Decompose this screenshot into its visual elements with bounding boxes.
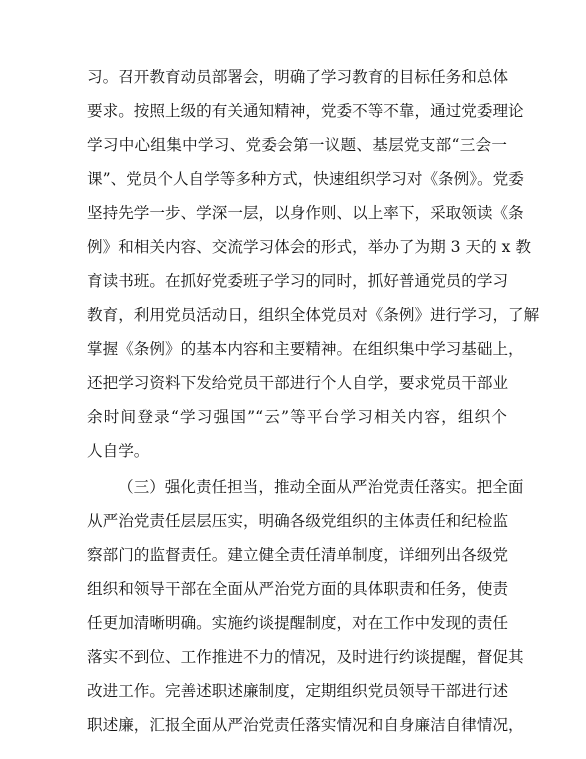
paragraph-line: 坚持先学一步、学深一层，以身作则、以上率下，采取领读《条 (87, 204, 524, 222)
paragraph-line: 从严治党责任层层压实，明确各级党组织的主体责任和纪检监 (87, 512, 509, 530)
section-heading-line: （三）强化责任担当，推动全面从严治党责任落实。把全面 (118, 478, 524, 496)
paragraph-line: 例》和相关内容、交流学习体会的形式，举办了为期 3 天的 x 教 (87, 238, 531, 256)
paragraph-line: 察部门的监督责任。建立健全责任清单制度，详细列出各级党 (87, 546, 509, 564)
paragraph-line: 任更加清晰明确。实施约谈提醒制度，对在工作中发现的责任 (87, 614, 509, 632)
paragraph-line: 学习中心组集中学习、党委会第一议题、基层党支部“三会一 (87, 136, 507, 154)
paragraph-line: 组织和领导干部在全面从严治党方面的具体职责和任务，使责 (87, 580, 509, 598)
paragraph-line: 育读书班。在抓好党委班子学习的同时，抓好普通党员的学习 (87, 272, 509, 290)
paragraph-line: 习。召开教育动员部署会，明确了学习教育的目标任务和总体 (87, 68, 509, 86)
paragraph-line: 掌握《条例》的基本内容和主要精神。在组织集中学习基础上， (87, 340, 524, 358)
paragraph-line: 人自学。 (87, 442, 150, 460)
paragraph-line: 余时间登录“学习强国”“云”等平台学习相关内容，组织个 (87, 408, 507, 426)
paragraph-line: 落实不到位、工作推进不力的情况，及时进行约谈提醒，督促其 (87, 648, 524, 666)
paragraph-line: 教育，利用党员活动日，组织全体党员对《条例》进行学习，了解 (87, 306, 540, 324)
paragraph-line: 要求。按照上级的有关通知精神，党委不等不靠，通过党委理论 (87, 102, 524, 120)
paragraph-line: 改进工作。完善述职述廉制度，定期组织党员领导干部进行述 (87, 682, 509, 700)
paragraph-line: 职述廉，汇报全面从严治党责任落实情况和自身廉洁自律情况， (87, 716, 524, 734)
paragraph-line: 课”、党员个人自学等多种方式，快速组织学习对《条例》。党委 (87, 170, 524, 188)
paragraph-line: 还把学习资料下发给党员干部进行个人自学，要求党员干部业 (87, 374, 509, 392)
